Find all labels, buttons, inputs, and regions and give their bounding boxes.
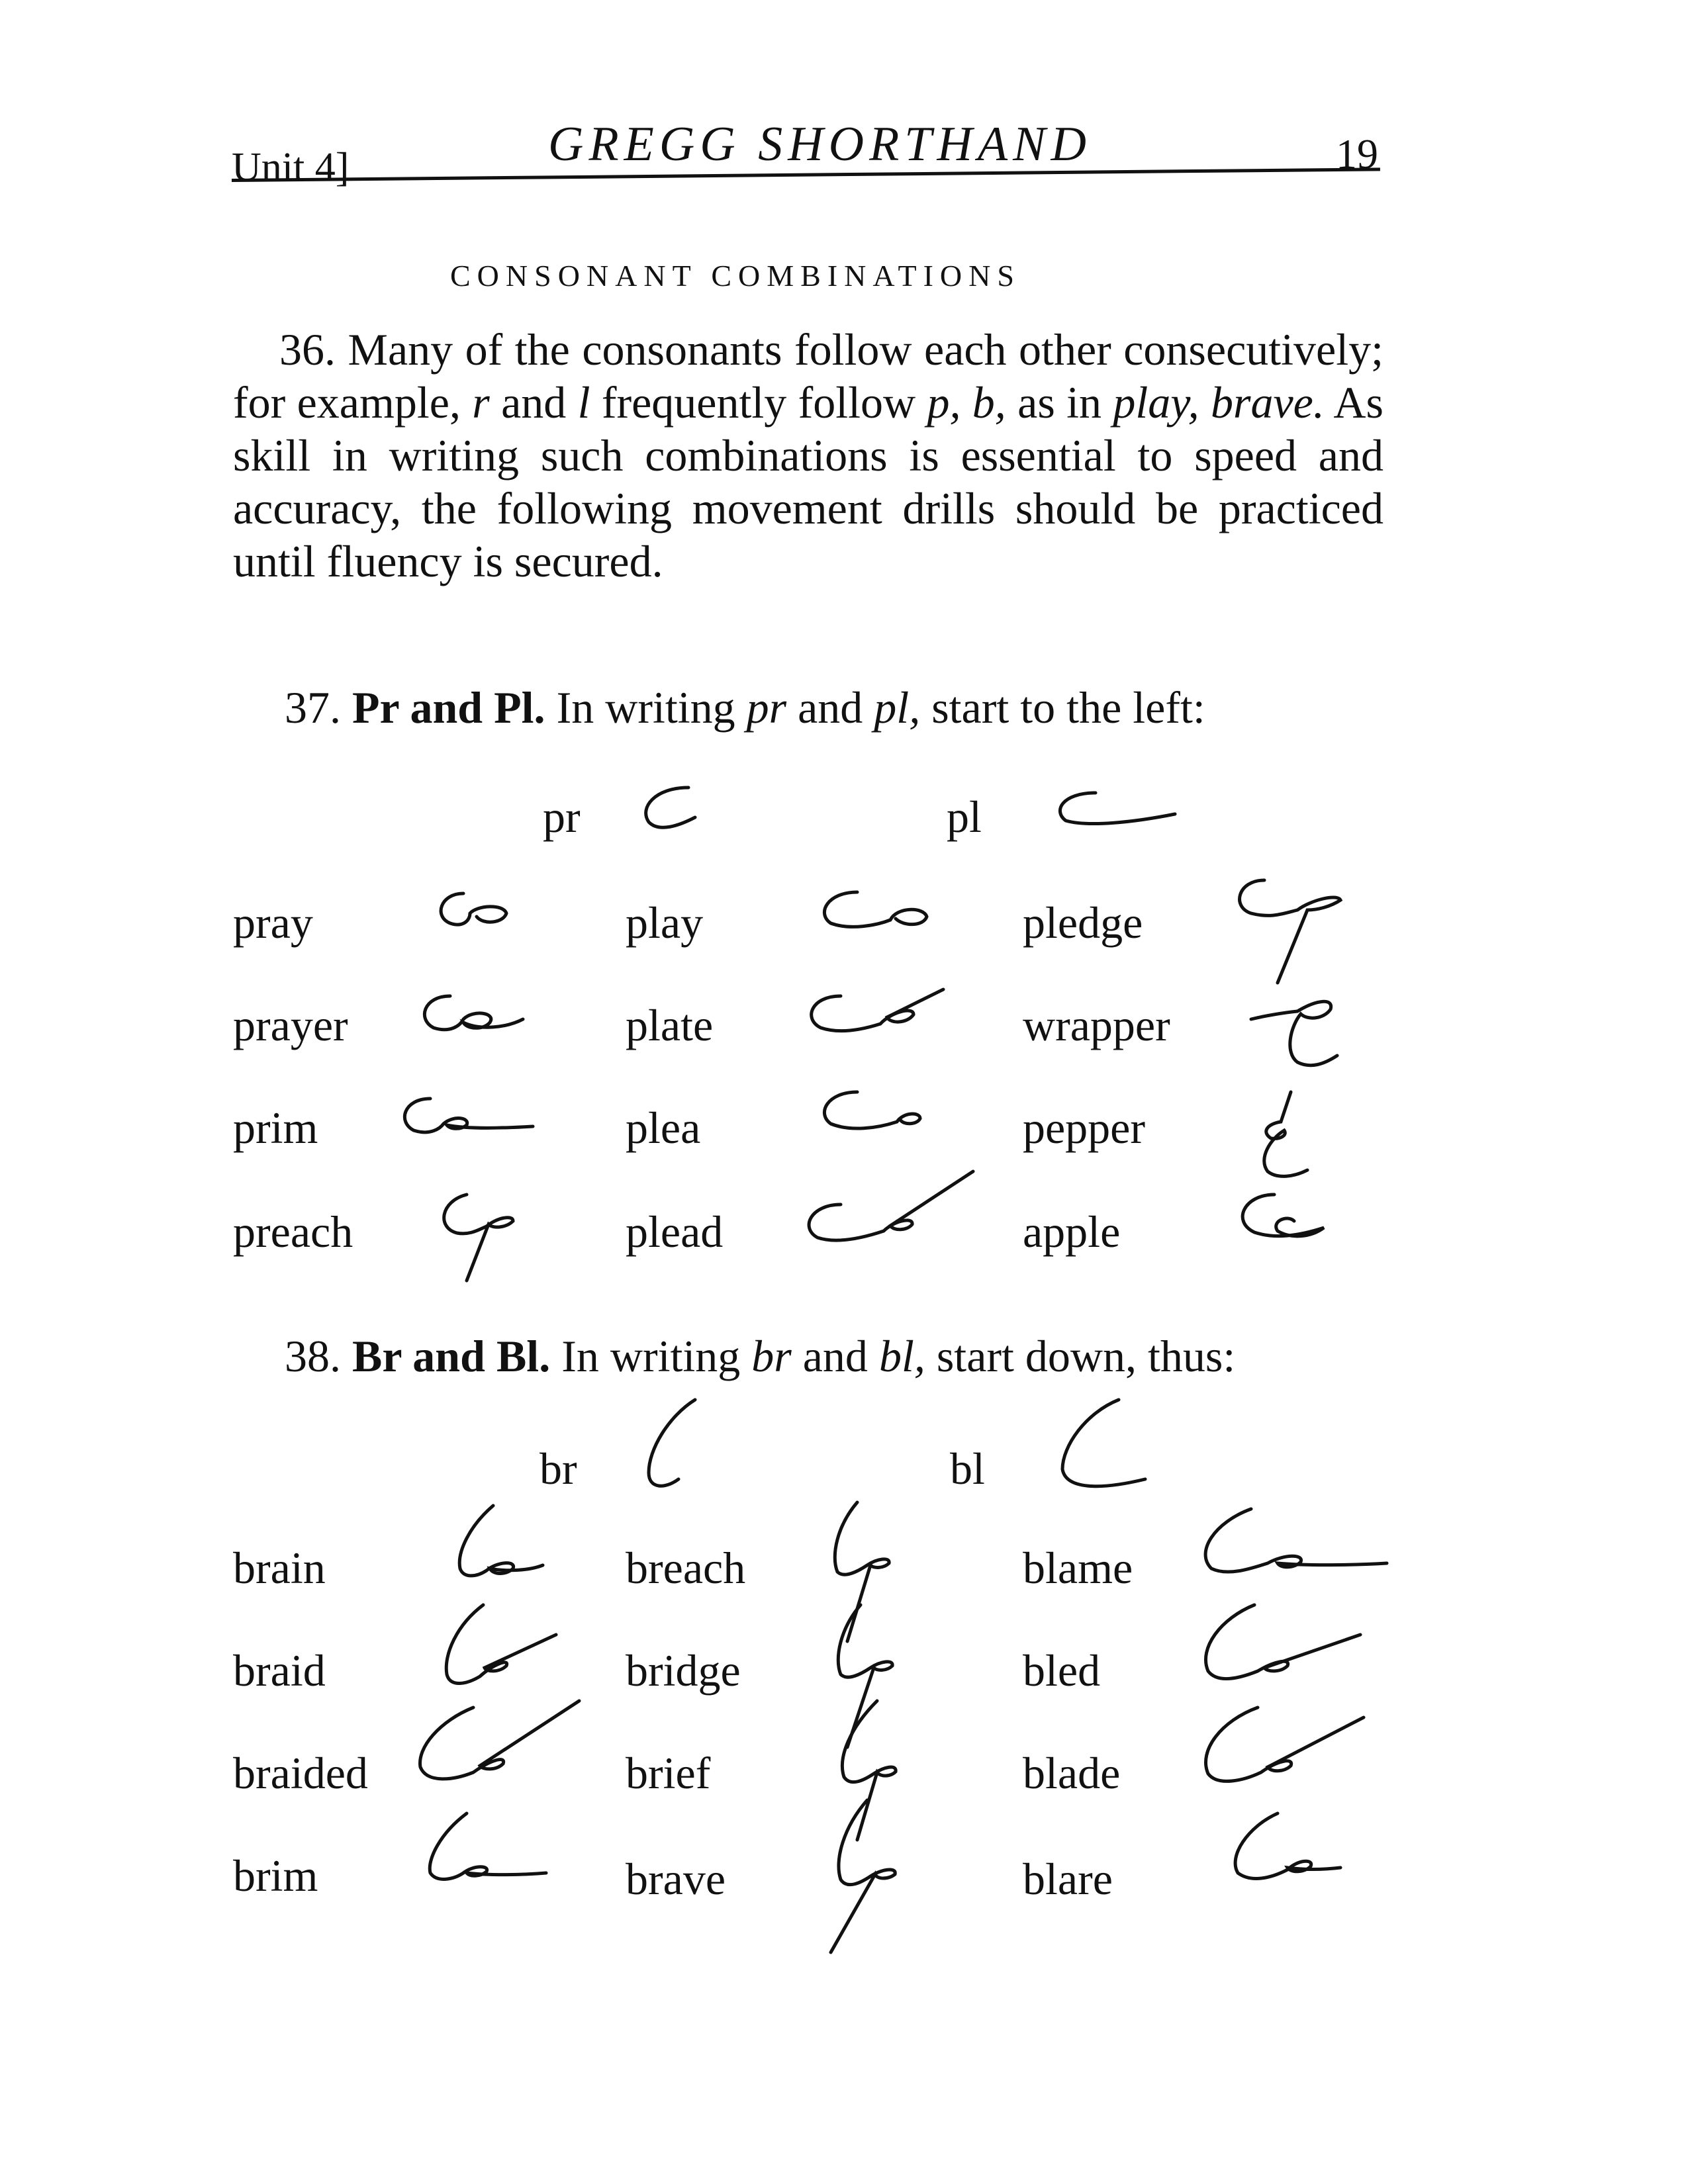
word-prim: prim (233, 1103, 318, 1153)
brave-outline (814, 1794, 920, 1959)
drill-italic: pl, (874, 682, 921, 733)
word-play: play (626, 897, 704, 948)
brim-outline (410, 1807, 553, 1886)
wrapper-outline (1244, 986, 1350, 1072)
drill-38-heading (285, 1330, 1235, 1383)
paragraph-italic: p, b, (927, 377, 1006, 428)
paragraph-number: 36. (279, 324, 336, 375)
play-outline (811, 887, 943, 933)
pepper-outline (1244, 1085, 1324, 1185)
drill-text: start down, thus: (925, 1331, 1236, 1381)
plead-outline (794, 1165, 980, 1257)
word-blame: blame (1023, 1543, 1133, 1593)
paragraph-italic: play, brave. (1113, 377, 1325, 428)
br-stroke-outline (635, 1396, 715, 1496)
plate-outline (798, 976, 950, 1042)
blare-outline (1215, 1807, 1347, 1886)
word-apple: apple (1023, 1206, 1121, 1257)
braided-outline (400, 1694, 586, 1794)
paragraph-text: as in (1006, 377, 1113, 428)
word-blade: blade (1023, 1748, 1121, 1798)
key-pl-label: pl (947, 792, 982, 842)
unit-label: Unit 4] (232, 145, 350, 190)
drill-title: Br and Bl. (352, 1331, 551, 1381)
paragraph-italic: r (472, 377, 490, 428)
drill-text: In writing (561, 1331, 752, 1381)
running-title: GREGG SHORTHAND (548, 117, 1092, 171)
drill-text: and (786, 682, 874, 733)
word-plead: plead (626, 1206, 724, 1257)
word-blare: blare (1023, 1854, 1113, 1904)
section-title: CONSONANT COMBINATIONS (450, 259, 1021, 293)
word-plea: plea (626, 1103, 701, 1153)
drill-text: start to the left: (920, 682, 1205, 733)
paragraph-36 (233, 323, 1383, 588)
word-pledge: pledge (1023, 897, 1143, 948)
drill-italic: br (751, 1331, 792, 1381)
pray-outline (430, 887, 530, 933)
word-bridge: bridge (626, 1645, 741, 1696)
page-number: 19 (1336, 130, 1378, 177)
drill-text: In writing (556, 682, 747, 733)
word-preach: preach (233, 1206, 353, 1257)
word-braid: braid (233, 1645, 326, 1696)
word-brain: brain (233, 1543, 326, 1593)
pledge-outline (1225, 874, 1357, 993)
word-pepper: pepper (1023, 1103, 1146, 1153)
blade-outline (1185, 1694, 1370, 1800)
pl-stroke-outline (1049, 788, 1182, 834)
word-braided: braided (233, 1748, 368, 1798)
drill-number: 38. (285, 1331, 341, 1381)
brain-outline (440, 1499, 546, 1585)
key-bl-label: bl (950, 1443, 985, 1494)
paragraph-italic: l (577, 377, 590, 428)
plea-outline (811, 1085, 943, 1138)
word-breach: breach (626, 1543, 746, 1593)
word-prayer: prayer (233, 1000, 348, 1050)
word-brave: brave (626, 1854, 726, 1904)
prim-outline (394, 1092, 539, 1142)
bl-stroke-outline (1046, 1396, 1165, 1496)
drill-text: and (791, 1331, 879, 1381)
word-wrapper: wrapper (1023, 1000, 1170, 1050)
prayer-outline (414, 989, 533, 1039)
paragraph-text: As skill in writing such combinations is essential to speed and accuracy, the following movement drills should be practiced until fluency is secured. (233, 377, 1383, 586)
paragraph-text: Many of the consonants follow each other consecutively; for example, (233, 324, 1384, 428)
bled-outline (1188, 1598, 1367, 1698)
pr-stroke-outline (635, 781, 715, 834)
paragraph-text: and (489, 377, 578, 428)
apple-outline (1225, 1185, 1344, 1251)
drill-number: 37. (285, 682, 341, 733)
key-br-label: br (539, 1443, 577, 1494)
drill-title: Pr and Pl. (352, 682, 545, 733)
blame-outline (1188, 1502, 1393, 1582)
preach-outline (430, 1188, 530, 1287)
key-pr-label: pr (543, 792, 581, 842)
word-brim: brim (233, 1850, 318, 1901)
word-bled: bled (1023, 1645, 1101, 1696)
word-brief: brief (626, 1748, 711, 1798)
drill-italic: bl, (878, 1331, 925, 1381)
drill-37-heading (285, 682, 1205, 734)
paragraph-text: frequently follow (590, 377, 927, 428)
braid-outline (424, 1598, 563, 1698)
drill-italic: pr (746, 682, 787, 733)
word-pray: pray (233, 897, 313, 948)
word-plate: plate (626, 1000, 714, 1050)
